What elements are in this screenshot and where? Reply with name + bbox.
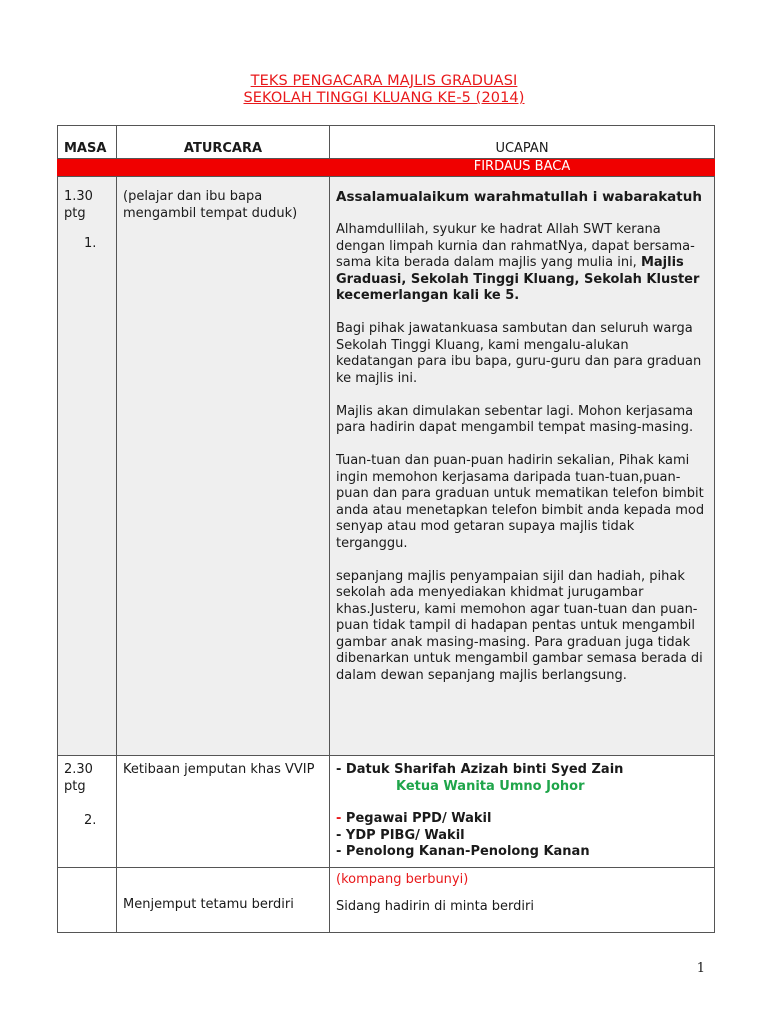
paragraph-5: sepanjang majlis penyampaian sijil dan hadiah, pihak sekolah ada menyediakan khidmat jurugambar khas.Justeru, kami memohon agar tuan-tuan dan puan-puan tidak tampil di hadapan pentas untuk mengambil gambar anak masing-masing. Para graduan juga tidak dibenarkan untuk mengambil gambar semasa berada di dalam dewan sepanjang majlis berlangsung. [336, 568, 703, 683]
header-masa: MASA [58, 126, 117, 159]
masa-cell [58, 868, 117, 933]
masa-time: 1.30 ptg [64, 189, 93, 221]
aturcara-cell [117, 177, 330, 756]
kompang-cue: (kompang berbunyi) [336, 872, 469, 887]
aturcara-cell [117, 756, 330, 868]
paragraph-3: Majlis akan dimulakan sebentar lagi. Mohon kerjasama para hadirin dapat mengambil tempat masing-masing. [336, 403, 694, 435]
vip-guest-4: - Penolong Kanan-Penolong Kanan [336, 844, 590, 859]
table-row [58, 756, 715, 868]
table-row [58, 868, 715, 933]
vip-guest-2-name: Pegawai PPD/ Wakil [341, 811, 492, 826]
speaker-bar-row [58, 159, 715, 177]
aturcara-text: Ketibaan jemputan khas VVIP [123, 762, 315, 777]
speaker-bar-blank-2 [117, 159, 330, 177]
vip-guest-2-dash: - [336, 811, 342, 826]
speaker-bar-blank-1 [58, 159, 117, 177]
paragraph-2: Bagi pihak jawatankuasa sambutan dan seluruh warga Sekolah Tinggi Kluang, kami mengalu-alukan kedatangan para ibu bapa, guru-guru dan para graduan ke majlis ini. [336, 321, 702, 386]
paragraph-1 [336, 222, 708, 305]
paragraph-1-text: Alhamdullilah, syukur ke hadrat Allah SWT kerana dengan limpah kurnia dan rahmatNya, dapat bersama-sama kita berada dalam majlis yang mulia ini, [336, 222, 695, 270]
vip-guest-1-title: Ketua Wanita Umno Johor [396, 778, 585, 794]
ucapan-cell [330, 756, 715, 868]
aturcara-cell [117, 868, 330, 933]
paragraph-4: Tuan-tuan dan puan-puan hadirin sekalian, Pihak kami ingin memohon kerjasama daripada tuan-tuan,puan-puan dan para graduan untuk mematikan telefon bimbit anda atau menetapkan telefon bimbit anda kepada mod senyap atau mod getaran supaya majlis tidak terganggu. [336, 453, 705, 551]
masa-cell [58, 756, 117, 868]
item-number: 2. [84, 813, 97, 828]
header-aturcara: ATURCARA [117, 126, 330, 159]
masa-time: 2.30 ptg [64, 762, 93, 794]
table-row [58, 177, 715, 756]
ucapan-cell [330, 177, 715, 756]
aturcara-text: (pelajar dan ibu bapa mengambil tempat duduk) [123, 189, 298, 221]
page-number: 1 [696, 961, 705, 976]
paragraph-1-bold: Majlis Graduasi, Sekolah Tinggi Kluang, Sekolah Kluster kecemerlangan kali ke 5. [336, 255, 700, 303]
greeting-text: Assalamualaikum warahmatullah i wabarakatuh [336, 189, 702, 205]
masa-cell [58, 177, 117, 756]
document-title-line1: TEKS PENGACARA MAJLIS GRADUASI [250, 73, 518, 89]
header-ucapan: UCAPAN [330, 126, 715, 159]
vip-guest-2 [336, 811, 708, 828]
table-header-row [58, 126, 715, 159]
vip-guest-3: - YDP PIBG/ Wakil [336, 827, 465, 843]
speaker-bar: FIRDAUS BACA [330, 159, 715, 177]
ucapan-cell [330, 868, 715, 933]
programme-table [57, 125, 715, 933]
aturcara-text: Menjemput tetamu berdiri [123, 897, 294, 912]
stand-instruction: Sidang hadirin di minta berdiri [336, 898, 534, 914]
vip-guest-1: - Datuk Sharifah Azizah binti Syed Zain [336, 762, 624, 777]
document-title-line2: SEKOLAH TINGGI KLUANG KE-5 (2014) [243, 90, 525, 106]
item-number: 1. [84, 236, 97, 251]
